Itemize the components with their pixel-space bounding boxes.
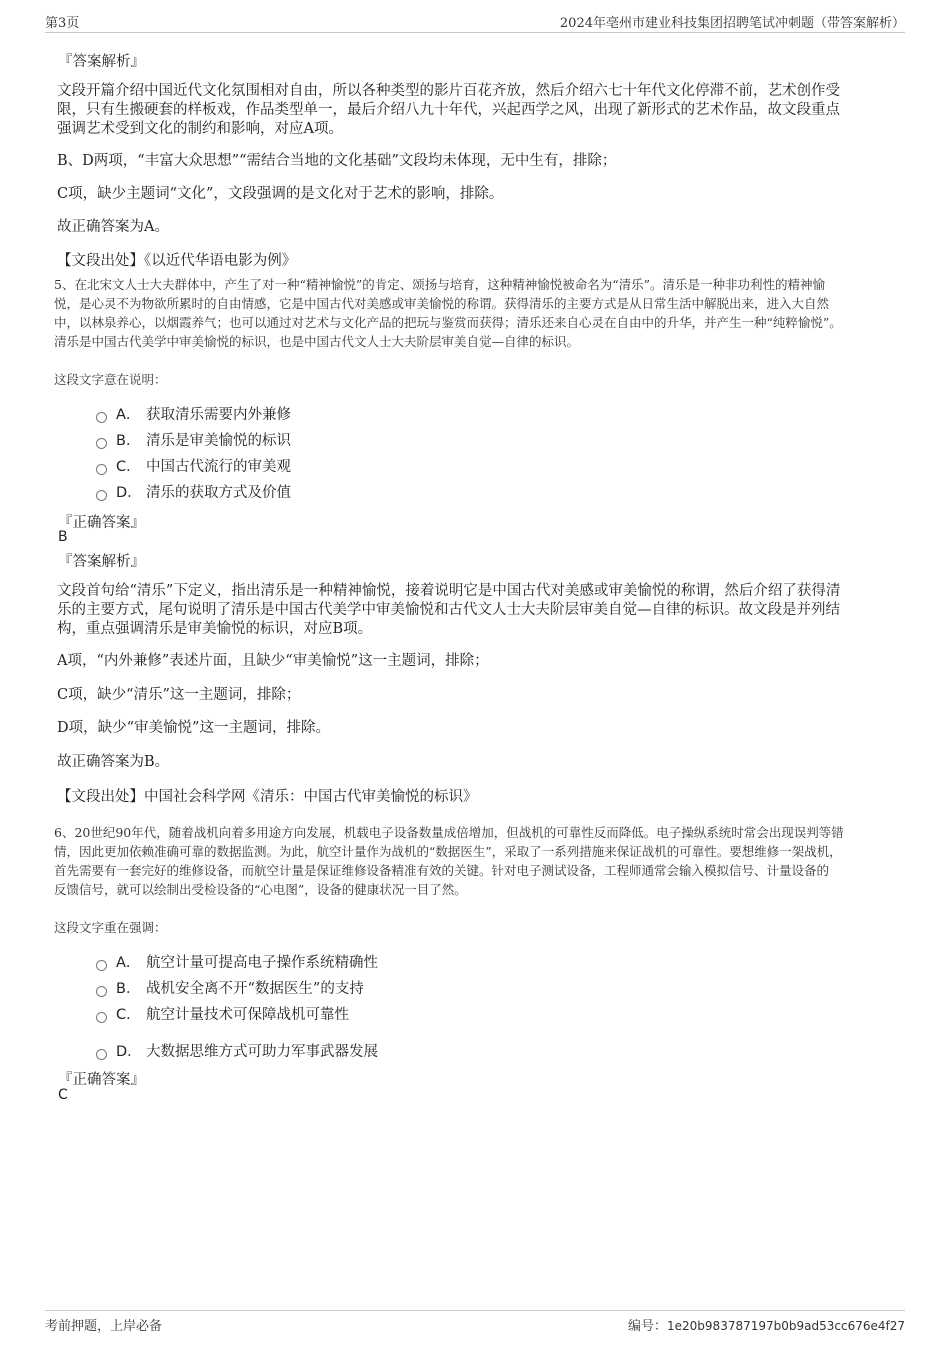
analysis-paragraph: A项，“内外兼修”表述片面，且缺少“审美愉悦”这一主题词，排除； bbox=[57, 653, 489, 669]
text-line: 首先需要有一套完好的维修设备，而航空计量是保证维修设备精准有效的关键。针对电子测试设备，工程师通常会输入模拟信号、计量设备的 bbox=[54, 863, 830, 878]
option-b[interactable] bbox=[96, 977, 364, 997]
page-header bbox=[45, 12, 905, 33]
text-line: 中，以林泉养心，以烟霞养气；也可以通过对艺术与文化产品的把玩与鉴赏而获得；清乐还来自心灵在自由中的升华，并产生一种“纯粹愉悦”。 bbox=[54, 315, 842, 330]
text-line: 文段开篇介绍中国近代文化氛围相对自由，所以各种类型的影片百花齐放，然后介绍六七十年代文化停滞不前，艺术创作受 bbox=[57, 83, 840, 99]
correct-answer-label: 『正确答案』 bbox=[58, 515, 145, 531]
footer-id bbox=[628, 1315, 905, 1334]
text-line: 乐的主要方式，尾句说明了清乐是中国古代美学中审美愉悦和古代文人士大夫阶层审美自觉—自律的标识。故文段是并列结 bbox=[57, 602, 840, 618]
passage-source: 【文段出处】中国社会科学网《清乐：中国古代审美愉悦的标识》 bbox=[57, 789, 478, 805]
text-line: 清乐是中国古代美学中审美愉悦的标识，也是中国古代文人士大夫阶层审美自觉—自律的标识。 bbox=[54, 334, 580, 349]
text-line: 5、在北宋文人士大夫群体中，产生了对一种“精神愉悦”的肯定、颂扬与培育，这种精神愉悦被命名为“清乐”。清乐是一种非功利性的精神愉 bbox=[54, 277, 826, 292]
text-line: 悦，是心灵不为物欲所累时的自由情感，它是中国古代对美感或审美愉悦的称谓。获得清乐的主要方式是从日常生活中解脱出来，进入大自然 bbox=[54, 296, 830, 311]
text-line: 反馈信号，就可以绘制出受检设备的“心电图”，设备的健康状况一目了然。 bbox=[54, 882, 467, 897]
analysis-label: 『答案解析』 bbox=[58, 54, 145, 70]
radio-button[interactable] bbox=[96, 960, 107, 971]
question-prompt: 这段文字意在说明： bbox=[54, 372, 167, 387]
option-letter: D． bbox=[116, 485, 142, 501]
option-letter: C． bbox=[116, 459, 141, 475]
option-text: 大数据思维方式可助力军事武器发展 bbox=[146, 1044, 378, 1060]
radio-button[interactable] bbox=[96, 464, 107, 475]
option-d[interactable] bbox=[96, 1040, 378, 1060]
option-text: 清乐是审美愉悦的标识 bbox=[146, 433, 291, 449]
text-line: 构，重点强调清乐是审美愉悦的标识，对应B项。 bbox=[57, 621, 373, 637]
text-line: 限，只有生搬硬套的样板戏，作品类型单一，最后介绍八九十年代，兴起西学之风，出现了新形式的艺术作品，故文段重点 bbox=[57, 102, 840, 118]
radio-button[interactable] bbox=[96, 1049, 107, 1060]
question-stem bbox=[54, 275, 904, 351]
option-letter: B． bbox=[116, 433, 141, 449]
option-text: 航空计量可提高电子操作系统精确性 bbox=[146, 955, 378, 971]
option-text: 中国古代流行的审美观 bbox=[146, 459, 291, 475]
correct-answer: C bbox=[58, 1087, 68, 1103]
footer-slogan: 考前押题，上岸必备 bbox=[45, 1319, 163, 1334]
option-a[interactable] bbox=[96, 403, 291, 423]
option-text: 清乐的获取方式及价值 bbox=[146, 485, 291, 501]
question-stem bbox=[54, 823, 904, 899]
option-letter: C． bbox=[116, 1007, 141, 1023]
analysis-paragraph: D项，缺少“审美愉悦”这一主题词，排除。 bbox=[57, 720, 330, 736]
analysis-paragraph bbox=[57, 82, 897, 139]
option-d[interactable] bbox=[96, 481, 291, 501]
analysis-paragraph: C项，缺少“清乐”这一主题词，排除； bbox=[57, 687, 301, 703]
correct-answer: B bbox=[58, 529, 68, 545]
option-text: 航空计量技术可保障战机可靠性 bbox=[146, 1007, 349, 1023]
option-letter: D． bbox=[116, 1044, 142, 1060]
text-line: 6、20世纪90年代，随着战机向着多用途方向发展，机载电子设备数量成倍增加，但战机的可靠性反而降低。电子操纵系统时常会出现误判等错 bbox=[54, 825, 844, 840]
option-text: 获取清乐需要内外兼修 bbox=[146, 407, 291, 423]
option-c[interactable] bbox=[96, 455, 291, 475]
option-letter: A． bbox=[116, 407, 141, 423]
radio-button[interactable] bbox=[96, 1012, 107, 1023]
option-letter: B． bbox=[116, 981, 141, 997]
analysis-paragraph bbox=[57, 582, 897, 639]
document-title: 2024年亳州市建业科技集团招聘笔试冲刺题（带答案解析） bbox=[559, 16, 905, 31]
text-line: 情，因此更加依赖准确可靠的数据监测。为此，航空计量作为战机的“数据医生”，采取了一系列措施来保证战机的可靠性。要想维修一架战机， bbox=[54, 844, 842, 859]
option-letter: A． bbox=[116, 955, 141, 971]
correct-answer-label: 『正确答案』 bbox=[58, 1072, 145, 1088]
text-line: 文段首句给“清乐”下定义，指出清乐是一种精神愉悦，接着说明它是中国古代对美感或审美愉悦的称谓，然后介绍了获得清 bbox=[57, 583, 841, 599]
analysis-paragraph: B、D两项，“丰富大众思想”“需结合当地的文化基础”文段均未体现，无中生有，排除； bbox=[57, 153, 617, 169]
footer-id-code: 1e20b983787197b0b9ad53cc676e4f27 bbox=[667, 1319, 905, 1333]
page-number: 第3页 bbox=[45, 16, 80, 31]
analysis-conclusion: 故正确答案为A。 bbox=[57, 219, 169, 235]
option-c[interactable] bbox=[96, 1003, 349, 1023]
radio-button[interactable] bbox=[96, 438, 107, 449]
radio-button[interactable] bbox=[96, 490, 107, 501]
radio-button[interactable] bbox=[96, 412, 107, 423]
passage-source: 【文段出处】《以近代华语电影为例》 bbox=[57, 253, 297, 269]
option-b[interactable] bbox=[96, 429, 291, 449]
footer-id-label: 编号： bbox=[628, 1319, 668, 1334]
text-line: 强调艺术受到文化的制约和影响，对应A项。 bbox=[57, 121, 343, 137]
radio-button[interactable] bbox=[96, 986, 107, 997]
option-a[interactable] bbox=[96, 951, 378, 971]
question-prompt: 这段文字重在强调： bbox=[54, 920, 167, 935]
option-text: 战机安全离不开“数据医生”的支持 bbox=[146, 981, 364, 997]
analysis-conclusion: 故正确答案为B。 bbox=[57, 754, 170, 770]
page-footer bbox=[45, 1310, 905, 1333]
analysis-label: 『答案解析』 bbox=[58, 554, 145, 570]
analysis-paragraph: C项，缺少主题词“文化”，文段强调的是文化对于艺术的影响，排除。 bbox=[57, 186, 504, 202]
